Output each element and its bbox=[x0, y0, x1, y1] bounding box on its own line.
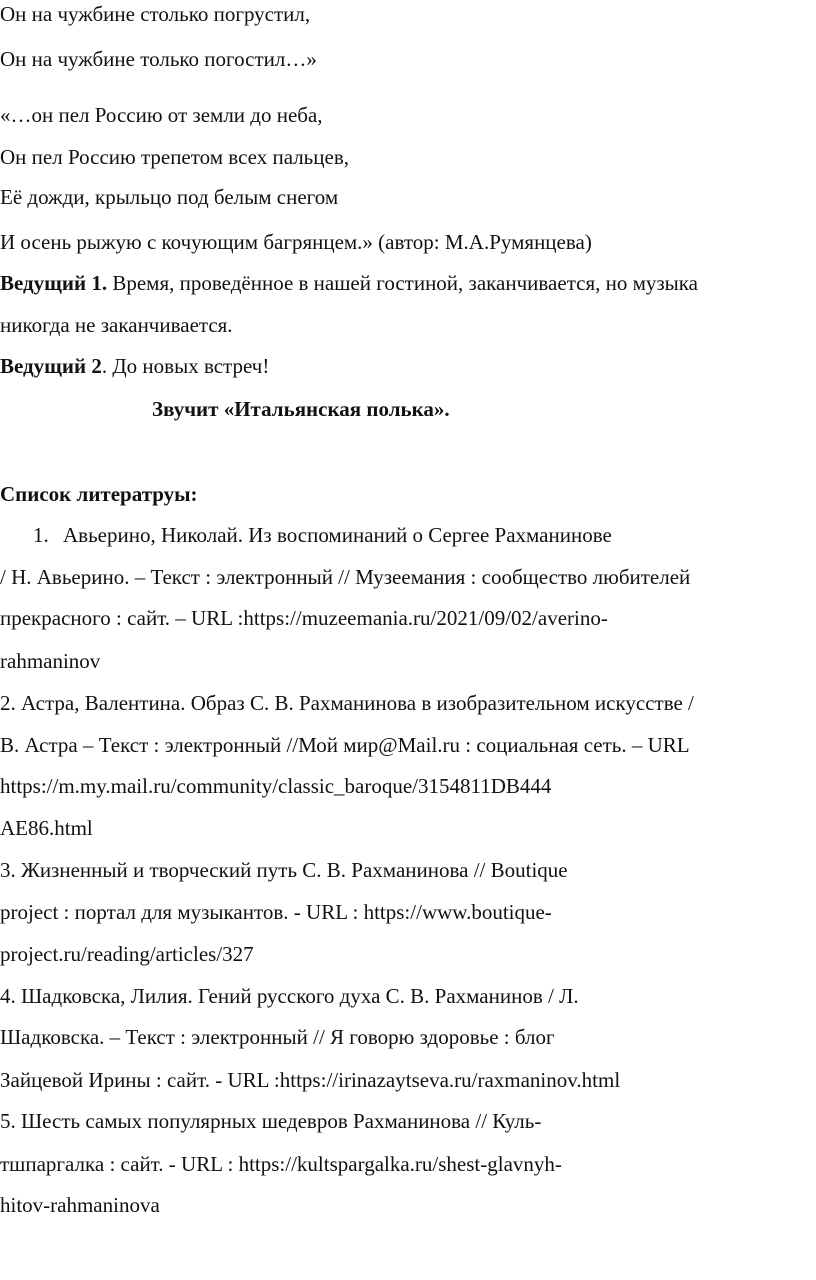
host2-paragraph bbox=[0, 352, 269, 380]
reference-3-line-2: project : портал для музыкантов. - URL : https://www.boutique- bbox=[0, 900, 552, 924]
reference-1-line-1: Авьерино, Николай. Из воспоминаний о Сергее Рахманинове bbox=[63, 523, 612, 547]
poem-line-1: Он на чужбине столько погрустил, bbox=[0, 2, 311, 26]
reference-5-line-2: тшпаргалка : сайт. - URL : https://kultspargalka.ru/shest-glavnyh- bbox=[0, 1152, 562, 1176]
reference-5-line-3: hitov-rahmaninova bbox=[0, 1193, 160, 1217]
reference-4-line-2: Шадковска. – Текст : электронный // Я говорю здоровье : блог bbox=[0, 1025, 555, 1049]
poem-line-3: «…он пел Россию от земли до неба, bbox=[0, 103, 323, 127]
reference-1-line-4: rahmaninov bbox=[0, 649, 101, 673]
host1-text-line-2: никогда не заканчивается. bbox=[0, 313, 233, 337]
reference-5-line-1: 5. Шесть самых популярных шедевров Рахманинова // Куль- bbox=[0, 1109, 542, 1133]
host1-label: Ведущий 1. bbox=[0, 271, 108, 295]
reference-3-line-1: 3. Жизненный и творческий путь С. В. Рахманинова // Boutique bbox=[0, 858, 568, 882]
host2-text: . До новых встреч! bbox=[101, 354, 270, 378]
reference-2-line-2: В. Астра – Текст : электронный //Мой мир@Mail.ru : социальная сеть. – URL bbox=[0, 733, 690, 757]
reference-1-number: 1. bbox=[33, 523, 49, 547]
host1-paragraph bbox=[0, 269, 698, 297]
reference-3-line-3: project.ru/reading/articles/327 bbox=[0, 942, 254, 966]
reference-4-line-3: Зайцевой Ирины : сайт. - URL :https://irinazaytseva.ru/raxmaninov.html bbox=[0, 1068, 621, 1092]
poem-line-6: И осень рыжую с кочующим багрянцем.» (автор: М.А.Румянцева) bbox=[0, 230, 592, 254]
reference-2-line-1: 2. Астра, Валентина. Образ С. В. Рахманинова в изобразительном искусстве / bbox=[0, 691, 694, 715]
poem-line-2: Он на чужбине только погостил…» bbox=[0, 47, 317, 71]
reference-2-line-3: https://m.my.mail.ru/community/classic_baroque/3154811DB444 bbox=[0, 774, 552, 798]
reference-4-line-1: 4. Шадковска, Лилия. Гений русского духа С. В. Рахманинов / Л. bbox=[0, 984, 579, 1008]
reference-1-line-3: прекрасного : сайт. – URL :https://muzeemania.ru/2021/09/02/averino- bbox=[0, 606, 608, 630]
references-heading: Список литератруы: bbox=[0, 482, 198, 506]
poem-line-4: Он пел Россию трепетом всех пальцев, bbox=[0, 145, 349, 169]
reference-2-line-4: AE86.html bbox=[0, 816, 93, 840]
host1-text-line-1: Время, проведённое в нашей гостиной, заканчивается, но музыка bbox=[107, 271, 698, 295]
reference-1-line-2: / Н. Авьерино. – Текст : электронный // Музеемания : сообщество любителей bbox=[0, 565, 691, 589]
host2-label: Ведущий 2 bbox=[0, 354, 102, 378]
poem-line-5: Её дожди, крыльцо под белым снегом bbox=[0, 185, 339, 209]
stage-direction: Звучит «Итальянская полька». bbox=[152, 397, 450, 421]
